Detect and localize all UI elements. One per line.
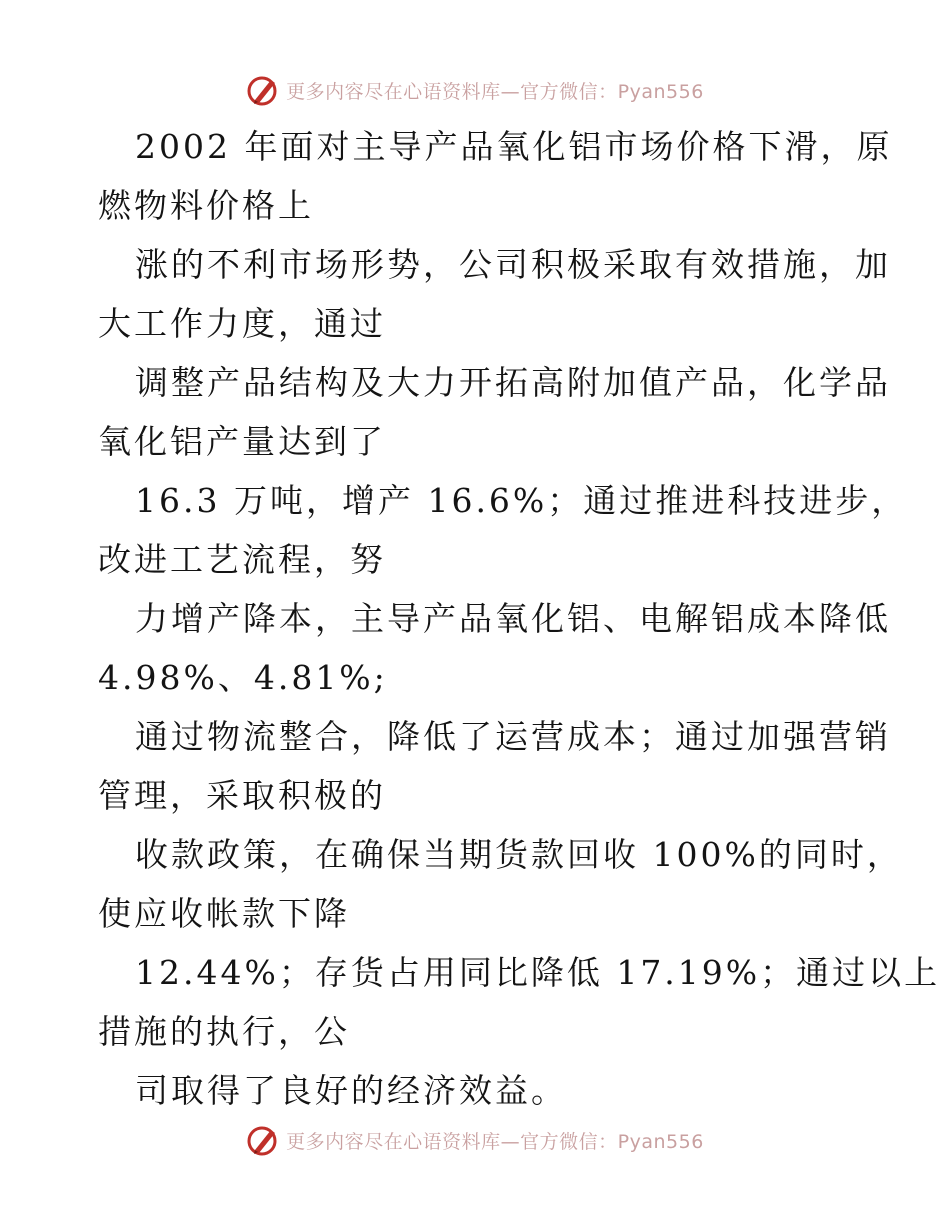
text-line: 氧化铝产量达到了 [98,422,386,461]
text-line: 措施的执行，公 [98,1012,350,1051]
footer-banner [0,1120,950,1160]
text-line: 调整产品结构及大力开拓高附加值产品，化学品 [135,363,891,402]
text-line: 司取得了良好的经济效益。 [135,1071,567,1110]
text-line: 4.98%、4.81%; [98,658,388,697]
text-line: 收款政策，在确保当期货款回收 100%的同时， [135,835,903,874]
text-line: 通过物流整合，降低了运营成本；通过加强营销 [135,717,891,756]
pen-logo-icon [246,1123,280,1157]
text-line: 使应收帐款下降 [98,894,350,933]
text-line: 改进工艺流程，努 [98,540,386,579]
footer-banner-text: 更多内容尽在心语资料库—官方微信：Pyan556 [286,1130,704,1153]
text-line: 管理，采取积极的 [98,776,386,815]
text-line: 大工作力度，通过 [98,304,386,343]
document-body [0,117,950,1120]
text-line: 力增产降本，主导产品氧化铝、电解铝成本降低 [135,599,891,638]
pen-logo-icon [246,73,280,107]
header-banner [0,70,950,110]
text-line: 燃物料价格上 [98,186,314,225]
text-line: 16.3 万吨，增产 16.6%；通过推进科技进步， [135,481,908,520]
text-line: 12.44%；存货占用同比降低 17.19%；通过以上 [135,953,941,992]
text-line: 涨的不利市场形势，公司积极采取有效措施，加 [135,245,891,284]
text-line: 2002 年面对主导产品氧化铝市场价格下滑，原 [135,127,893,166]
header-banner-text: 更多内容尽在心语资料库—官方微信：Pyan556 [286,80,704,103]
